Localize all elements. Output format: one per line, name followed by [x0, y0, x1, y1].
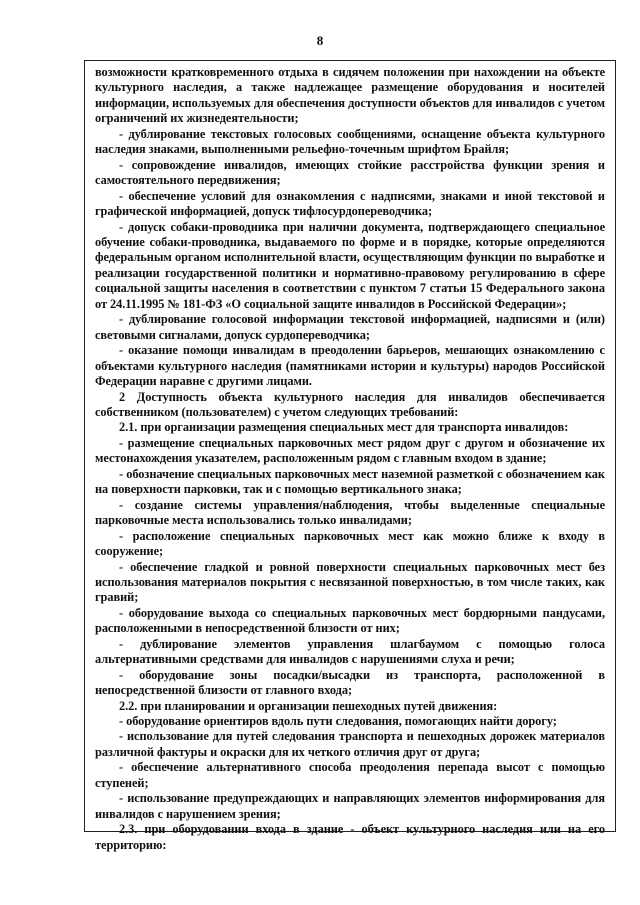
list-item-parking-control: - создание системы управления/наблюдения, чтобы выделенные специальные парковочные места использовались только инвалидами;	[95, 497, 605, 528]
section-2-1-heading: 2.1. при организации размещения специальных мест для транспорта инвалидов:	[119, 420, 569, 435]
list-item-barrier-help: - оказание помощи инвалидам в преодолении барьеров, мешающих ознакомлению с объектами культурного наследия (памятниками истории и культуры) народов Российской Федерации наравне с другими лицами.	[95, 343, 605, 389]
document-text-frame	[84, 60, 616, 852]
list-item-dropoff-zone: - оборудование зоны посадки/высадки из транспорта, расположенной в непосредственной близости от главного входа;	[95, 667, 605, 698]
section-2-3-heading: 2.3. при оборудовании входа в здание - объект культурного наследия или на его территорию:	[95, 822, 605, 852]
page-number: 8	[316, 33, 324, 48]
paragraph-continuation: возможности кратковременного отдыха в сидячем положении при нахождении на объекте культурного наследия, а также надлежащее размещение оборудования и носителей информации, используемых для обеспечения доступности объектов для инвалидов с учетом ограничений их жизнедеятельности;	[95, 65, 605, 126]
list-item-curb-ramps: - оборудование выхода со специальных парковочных мест бордюрными пандусами, расположенными в непосредственной близости от них;	[95, 605, 605, 636]
list-item-guide-dog: - допуск собаки-проводника при наличии документа, подтверждающего специальное обучение собаки-проводника, выдаваемого по форме и в порядке, которые определяются федеральным органом исполнительной власти, осуществляющим функции по выработке и реализации государственной политики и нормативно-правовому регулированию в сфере социальной защиты населения в соответствии с пунктом 7 статьи 15 Федерального закона от 24.11.1995 № 181-ФЗ «О социальной защите инвалидов в Российской Федерации»;	[95, 219, 605, 311]
list-item-parking-marking: - обозначение специальных парковочных мест наземной разметкой с обозначением как на поверхности парковки, так и с помощью вертикального знака;	[95, 466, 605, 497]
list-item-parking-surface: - обеспечение гладкой и ровной поверхности специальных парковочных мест без использования материалов покрытия с несвязанной поверхностью, в том числе таких, как гравий;	[95, 559, 605, 605]
section-2-2-heading: 2.2. при планировании и организации пешеходных путей движения:	[119, 698, 498, 713]
list-item-voice-duplication: - дублирование голосовой информации текстовой информацией, надписями и (или) световыми сигналами, допуск сурдопереводчика;	[95, 312, 605, 342]
list-item-parking-proximity: - расположение специальных парковочных мест как можно ближе к входу в сооружение;	[95, 528, 605, 559]
list-item-path-materials: - использование для путей следования транспорта и пешеходных дорожек материалов различной фактуры и окраски для их четкого отличия друг от друга;	[95, 729, 605, 759]
list-item-height-alternative: - обеспечение альтернативного способа преодоления перепада высот с помощью ступеней;	[95, 760, 605, 790]
list-item-barrier-controls: - дублирование элементов управления шлагбаумом с помощью голоса альтернативными средствами для инвалидов с нарушениями слуха и речи;	[95, 636, 605, 667]
section-2-heading: 2 Доступность объекта культурного наследия для инвалидов обеспечивается собственником (пользователем) с учетом следующих требований:	[95, 389, 605, 419]
list-item-signs: - обеспечение условий для ознакомления с надписями, знаками и иной текстовой и графической информацией, допуск тифлосурдопереводчика;	[95, 188, 605, 219]
list-item-landmarks: - оборудование ориентиров вдоль пути следования, помогающих найти дорогу;	[119, 714, 557, 729]
list-item-tactile-warnings: - использование предупреждающих и направляющих элементов информирования для инвалидов с нарушением зрения;	[95, 791, 605, 821]
list-item-escort: - сопровождение инвалидов, имеющих стойкие расстройства функции зрения и самостоятельного передвижения;	[95, 157, 605, 188]
list-item-parking-placement: - размещение специальных парковочных мест рядом друг с другом и обозначение их местонахождения указателем, расположенным рядом с главным входом в здание;	[95, 435, 605, 466]
list-item-braille: - дублирование текстовых голосовых сообщениями, оснащение объекта культурного наследия знаками, выполненными рельефно-точечным шрифтом Брайля;	[95, 126, 605, 157]
